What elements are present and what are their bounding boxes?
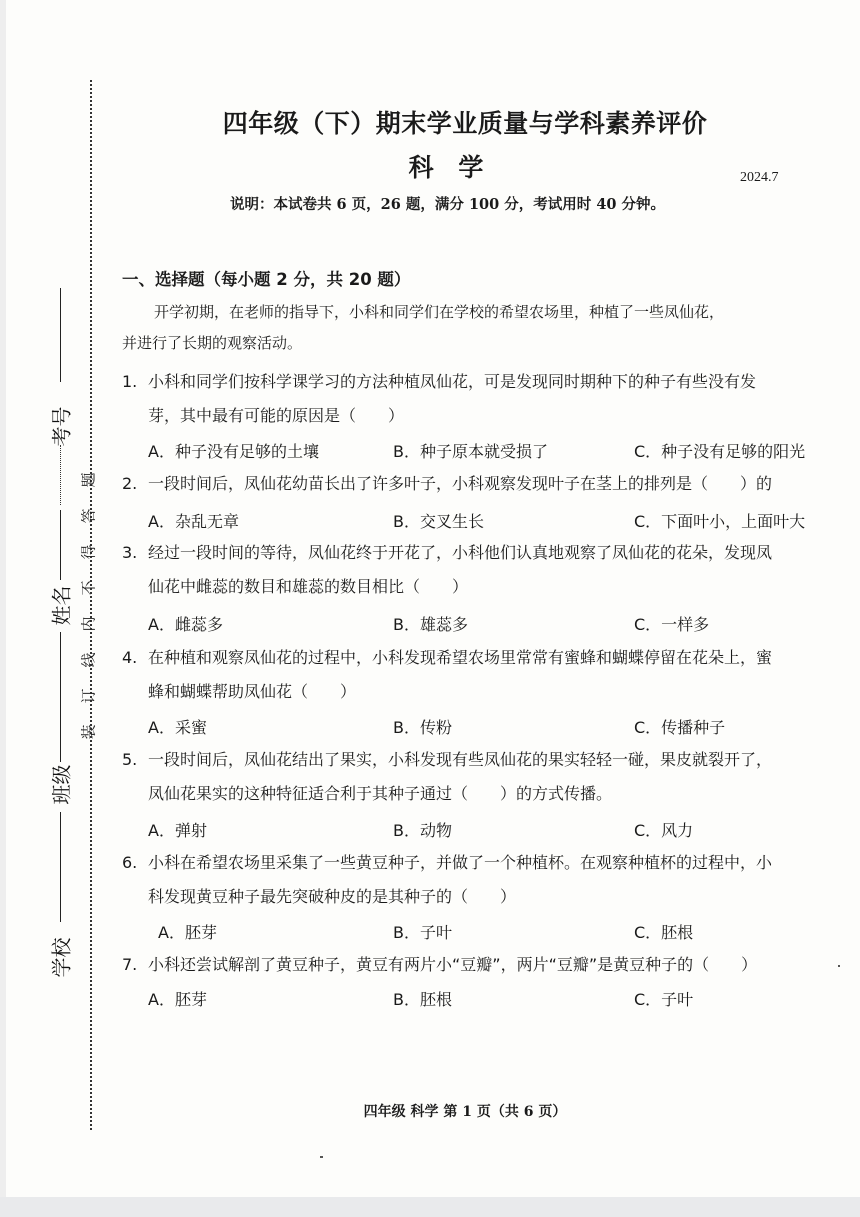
warning-char: 装 (79, 724, 98, 740)
subject-title: 科 学 (408, 153, 492, 182)
binding-warning (79, 462, 99, 750)
options-4 (148, 715, 828, 745)
warning-char: 内 (79, 616, 98, 632)
scan-speck (838, 965, 840, 967)
class-label: 班级 (49, 764, 74, 805)
option-b: B．子叶 (393, 923, 452, 942)
question-text: 小科还尝试解剖了黄豆种子，黄豆有两片小“豆瓣”，两片“豆瓣”是黄豆种子的（ ） (148, 955, 758, 974)
warning-char: 得 (79, 544, 98, 560)
scan-bottom-strip (0, 1197, 860, 1217)
option-c: C．风力 (634, 821, 694, 840)
option-b: B．胚根 (393, 990, 452, 1009)
option-a: A．胚芽 (158, 923, 217, 942)
question-number: 7. (122, 955, 138, 974)
question-7 (122, 948, 822, 982)
warning-char: 订 (79, 688, 98, 704)
option-b: B．种子原本就受损了 (393, 442, 548, 461)
section-heading: 一、选择题（每小题 2 分，共 20 题） (122, 270, 411, 289)
intro-line: 并进行了长期的观察活动。 (122, 334, 303, 352)
option-c: C．胚根 (634, 923, 694, 942)
exam-number-dotted-rule (60, 445, 61, 505)
section-intro (122, 297, 822, 359)
question-6 (122, 846, 822, 914)
question-text: 一段时间后，凤仙花幼苗长出了许多叶子，小科观察发现叶子在茎上的排列是（ ）的 (148, 474, 773, 493)
exam-date: 2024.7 (740, 170, 779, 185)
exam-instructions: 说明：本试卷共 6 页，26 题，满分 100 分，考试用时 40 分钟。 (230, 196, 666, 213)
name-rule-top (60, 510, 61, 580)
warning-char: 线 (79, 652, 98, 668)
option-b: B．动物 (393, 821, 452, 840)
warning-char: 答 (79, 508, 98, 524)
question-text: 仙花中雌蕊的数目和雄蕊的数目相比（ ） (148, 577, 469, 596)
question-1 (122, 365, 822, 433)
option-a: A．杂乱无章 (148, 512, 239, 531)
options-6 (148, 920, 828, 950)
warning-char: 不 (79, 580, 98, 596)
exam-number-rule (60, 288, 61, 382)
question-text: 小科和同学们按科学课学习的方法种植凤仙花，可是发现同时期种下的种子有些没有发 (148, 372, 757, 391)
question-text: 芽，其中最有可能的原因是（ ） (148, 406, 405, 425)
intro-line: 开学初期，在老师的指导下，小科和同学们在学校的希望农场里，种植了一些凤仙花， (154, 303, 725, 321)
question-number: 2. (122, 474, 138, 493)
question-text: 在种植和观察凤仙花的过程中，小科发现希望农场里常常有蜜蜂和蝴蝶停留在花朵上，蜜 (148, 648, 773, 667)
question-3 (122, 536, 822, 604)
question-text: 经过一段时间的等待，凤仙花终于开花了，小科他们认真地观察了凤仙花的花朵，发现凤 (148, 543, 773, 562)
name-label: 姓名 (49, 585, 74, 626)
options-3 (148, 612, 828, 642)
question-number: 5. (122, 750, 138, 769)
option-a: A．雌蕊多 (148, 615, 223, 634)
option-c: C．种子没有足够的阳光 (634, 442, 806, 461)
question-4 (122, 641, 822, 709)
question-text: 凤仙花果实的这种特征适合利于其种子通过（ ）的方式传播。 (148, 784, 613, 803)
scan-speck (320, 1156, 323, 1158)
option-c: C．一样多 (634, 615, 710, 634)
exam-number-label: 考号 (49, 406, 74, 447)
option-a: A．弹射 (148, 821, 207, 840)
options-7 (148, 987, 828, 1017)
school-label: 学校 (49, 937, 74, 978)
question-5 (122, 743, 822, 811)
option-b: B．雄蕊多 (393, 615, 468, 634)
option-c: C．子叶 (634, 990, 694, 1009)
question-text: 科发现黄豆种子最先突破种皮的是其种子的（ ） (148, 887, 517, 906)
question-2 (122, 467, 822, 501)
option-b: B．传粉 (393, 718, 452, 737)
class-rule (60, 812, 61, 922)
question-text: 蜂和蝴蝶帮助凤仙花（ ） (148, 682, 357, 701)
exam-title: 四年级（下）期末学业质量与学科素养评价 (222, 109, 708, 138)
name-rule-bottom (60, 632, 61, 762)
option-c: C．传播种子 (634, 718, 726, 737)
page-footer: 四年级 科学 第 1 页（共 6 页） (363, 1104, 567, 1120)
options-5 (148, 818, 828, 848)
question-number: 6. (122, 853, 138, 872)
options-2 (148, 509, 828, 539)
question-text: 一段时间后，凤仙花结出了果实，小科发现有些凤仙花的果实轻轻一碰，果皮就裂开了， (148, 750, 773, 769)
option-a: A．胚芽 (148, 990, 207, 1009)
question-number: 4. (122, 648, 138, 667)
options-1 (148, 439, 828, 469)
warning-char: 题 (79, 472, 98, 488)
question-number: 1. (122, 372, 138, 391)
option-a: A．种子没有足够的土壤 (148, 442, 319, 461)
question-text: 小科在希望农场里采集了一些黄豆种子，并做了一个种植杯。在观察种植杯的过程中，小 (148, 853, 773, 872)
question-number: 3. (122, 543, 138, 562)
option-c: C．下面叶小，上面叶大 (634, 512, 806, 531)
option-b: B．交叉生长 (393, 512, 484, 531)
option-a: A．采蜜 (148, 718, 207, 737)
